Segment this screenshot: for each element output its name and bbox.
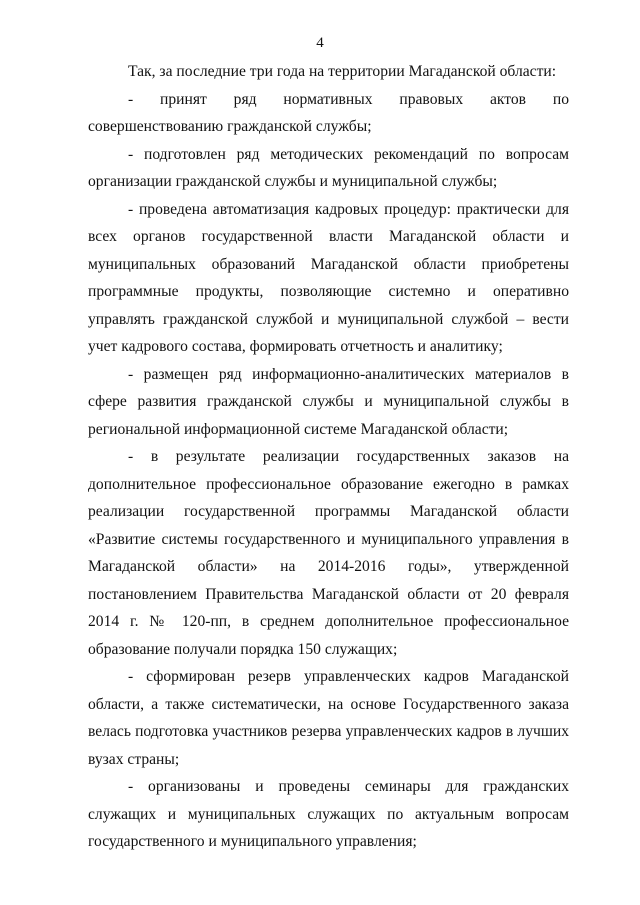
list-item-materials: - размещен ряд информационно-аналитических материалов в сфере развития гражданской службы и муниципальной службы в региональной информационной системе Магаданской области;	[88, 365, 569, 438]
list-item-seminars: - организованы и проведены семинары для гражданских служащих и муниципальных служащих по актуальным вопросам государственного и муниципального управления;	[88, 778, 569, 850]
list-item-automation: - проведена автоматизация кадровых процедур: практически для всех органов государственной власти Магаданской области и муниципальных образований Магаданской области приобретены программные продукты, позволяющие системно и оперативно управлять гражданской службой и муниципальной службой – вести учет кадрового состава, формировать отчетность и аналитику;	[88, 200, 569, 355]
document-body	[88, 58, 569, 856]
page-number: 4	[316, 35, 324, 51]
list-item-education: - в результате реализации государственных заказов на дополнительное профессиональное образование ежегодно в рамках реализации государственной программы Магаданской области «Развитие системы государственного и муниципального управления в Магаданской области» на 2014-2016 годы», утвержденной постановлением Правительства Магаданской области от 20 февраля 2014 г. № 120-пп, в среднем дополнительное профессиональное образование получали порядка 150 служащих;	[88, 448, 569, 658]
list-item-reserve: - сформирован резерв управленческих кадров Магаданской области, а также систематически, на основе Государственного заказа велась подготовка участников резерва управленческих кадров в лучших вузах страны;	[88, 668, 569, 768]
list-item-recommendations: - подготовлен ряд методических рекомендаций по вопросам организации гражданской службы и муниципальной службы;	[88, 145, 569, 190]
list-item-regulations: - принят ряд нормативных правовых актов по совершенствованию гражданской службы;	[88, 90, 569, 135]
intro-paragraph: Так, за последние три года на территории Магаданской области:	[128, 63, 557, 80]
